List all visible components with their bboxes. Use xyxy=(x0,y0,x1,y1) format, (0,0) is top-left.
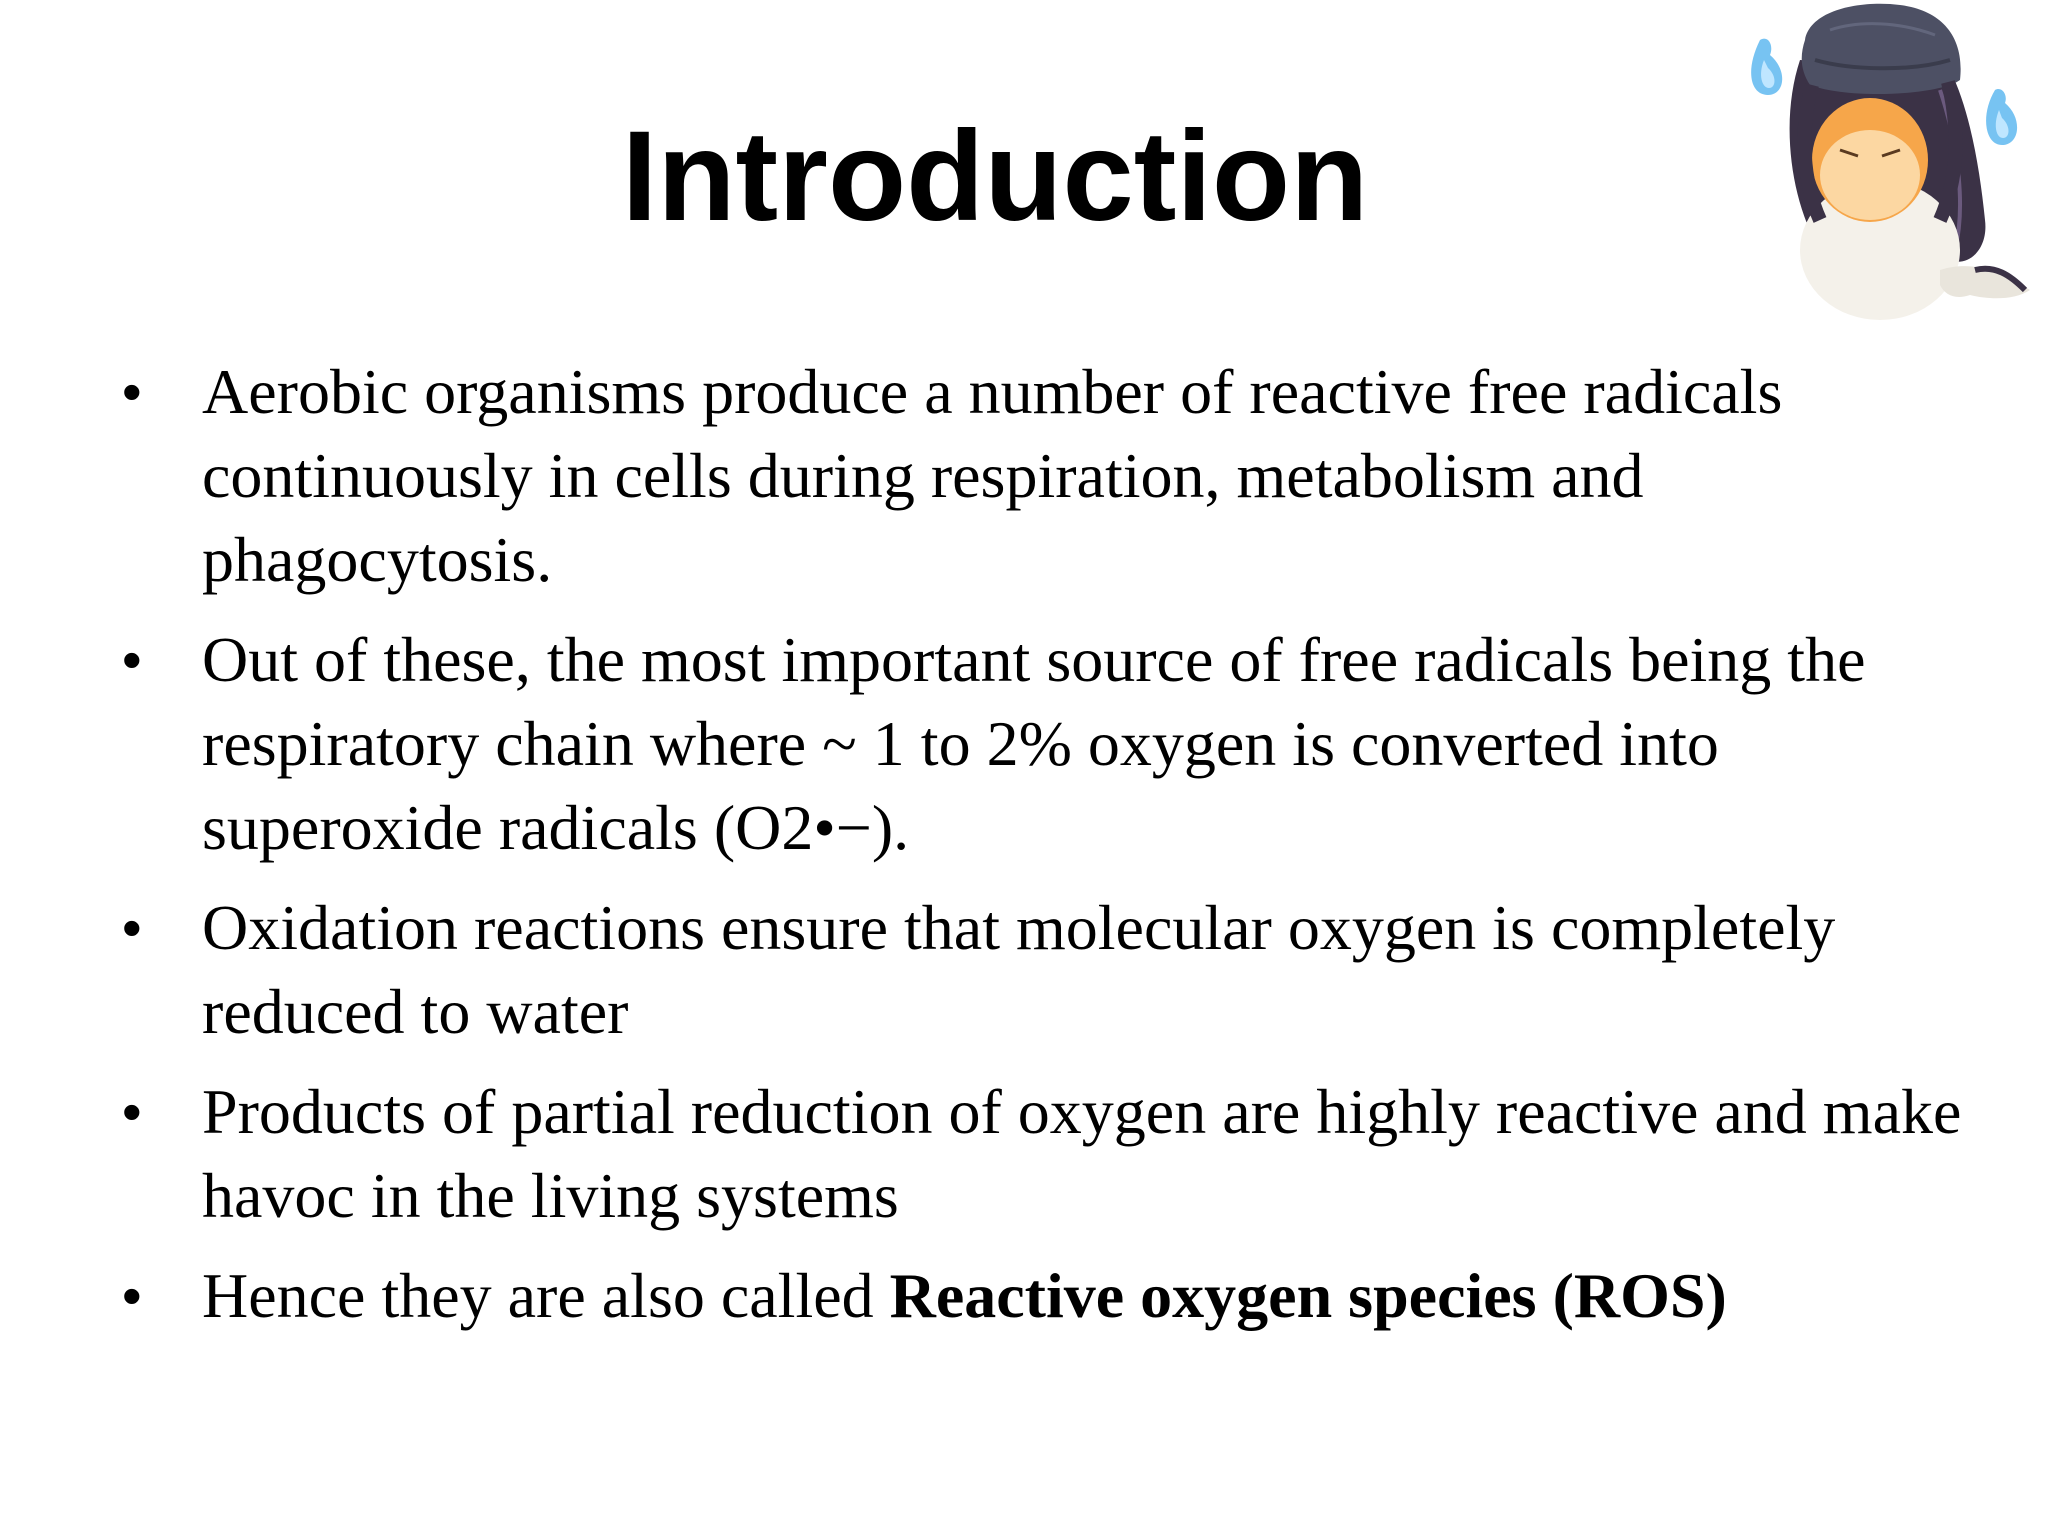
bullet-item xyxy=(112,350,1972,602)
bullet-item xyxy=(112,886,1972,1054)
bullet-marker: • xyxy=(122,1264,142,1327)
ghost-character-icon xyxy=(1740,0,2040,330)
bullet-marker: • xyxy=(122,628,142,691)
bullet-marker: • xyxy=(122,896,142,959)
bullet-item xyxy=(112,1070,1972,1238)
bullet-text: Aerobic organisms produce a number of reactive free radicals continuously in cells during respiration, metabolism and phagocytosis. xyxy=(202,356,1783,595)
bullet-text: Oxidation reactions ensure that molecular oxygen is completely reduced to water xyxy=(202,892,1836,1047)
ros-term: Reactive oxygen species (ROS) xyxy=(889,1260,1727,1331)
bullet-item xyxy=(112,618,1972,870)
bullet-text: Products of partial reduction of oxygen are highly reactive and make havoc in the living systems xyxy=(202,1076,1962,1231)
bullet-text: Hence they are also called xyxy=(202,1260,890,1331)
bullet-item xyxy=(112,1254,1972,1338)
bullet-marker: • xyxy=(122,1080,142,1143)
bullet-list xyxy=(112,350,1972,1354)
slide-title: Introduction xyxy=(621,105,1369,248)
bullet-text: Out of these, the most important source of free radicals being the respiratory chain where ~ 1 to 2% oxygen is converted into superoxide radicals (O2•−). xyxy=(202,624,1866,863)
bullet-marker: • xyxy=(122,360,142,423)
